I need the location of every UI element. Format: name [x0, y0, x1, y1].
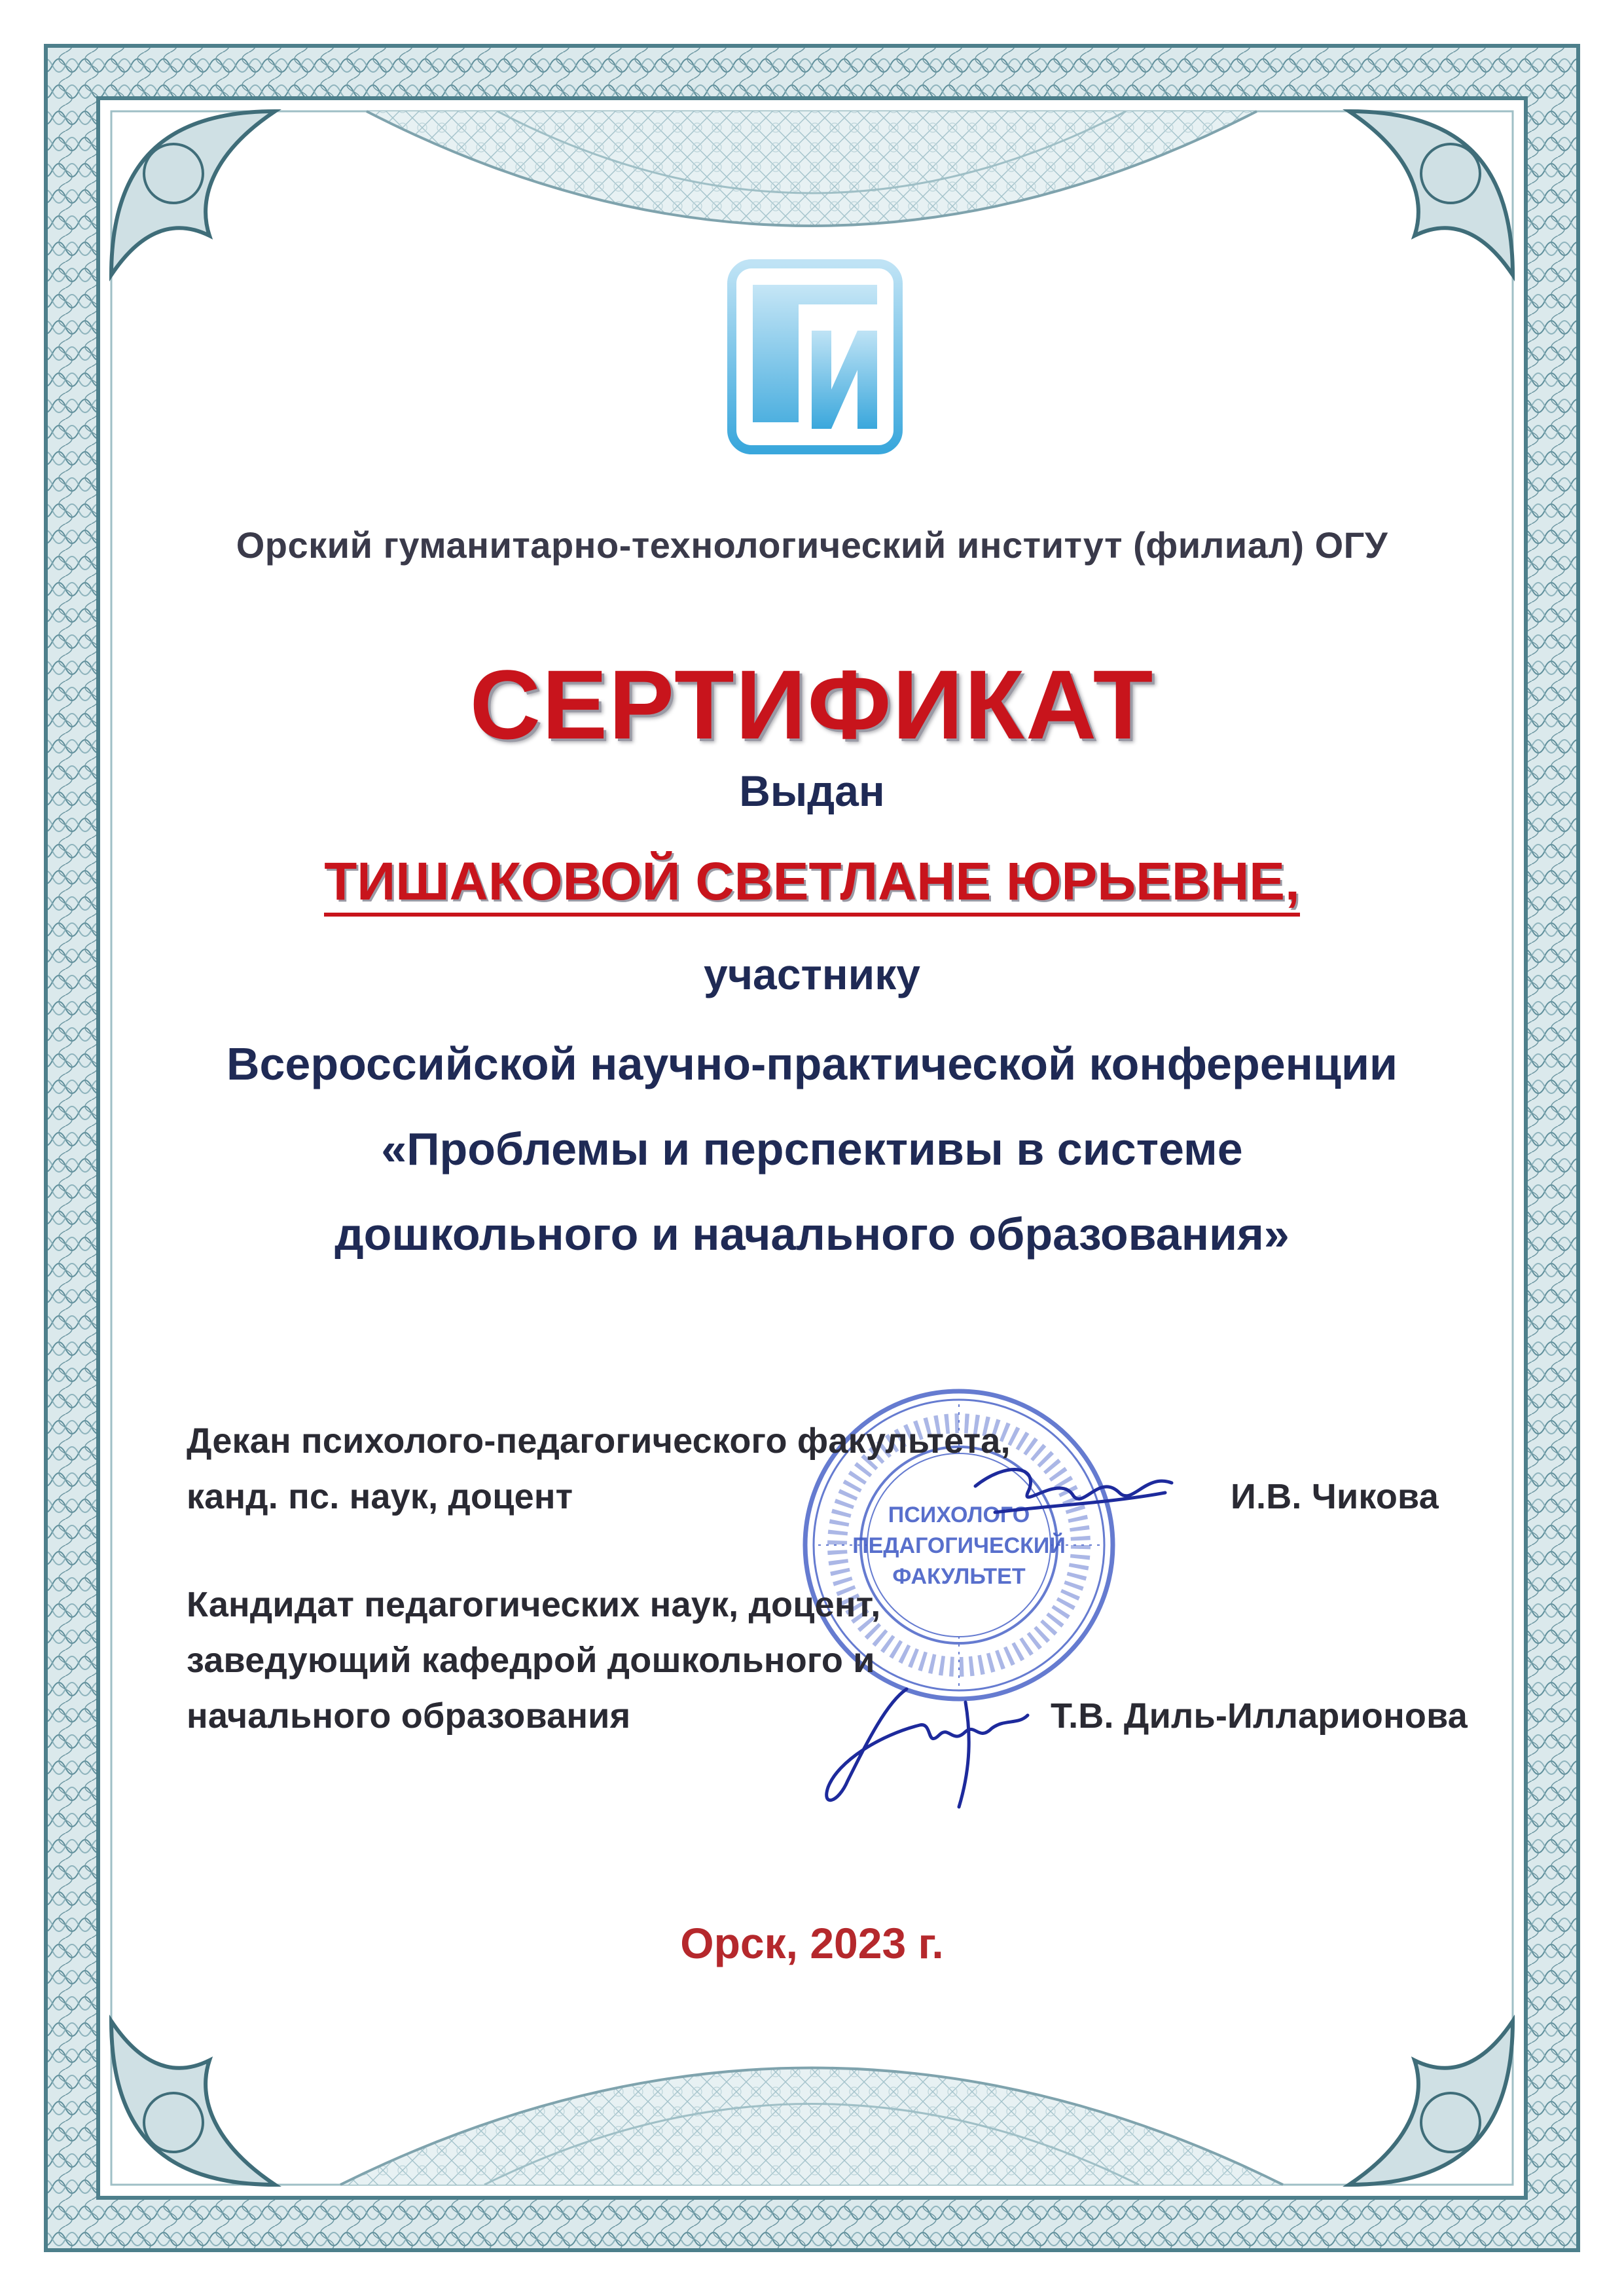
- signatory-1-title-line-1: Декан психолого-педагогического факультета,: [187, 1421, 1011, 1461]
- signatory-2-title-line-2: заведующий кафедрой дошкольного и: [187, 1641, 875, 1680]
- signatory-1-name: И.В. Чикова: [1231, 1477, 1439, 1516]
- stamp-line-1: ПСИХОЛОГО: [888, 1503, 1030, 1527]
- signatory-1-title-line-2: канд. пс. наук, доцент: [187, 1477, 573, 1516]
- signature-chikova: [969, 1447, 1178, 1552]
- institute-name: Орский гуманитарно-технологический институт (филиал) ОГУ: [236, 524, 1388, 566]
- signatory-2-title-line-3: начального образования: [187, 1696, 631, 1736]
- recipient-name-text: ТИШАКОВОЙ СВЕТЛАНЕ ЮРЬЕВНЕ,: [324, 852, 1300, 917]
- signatory-2-title-line-1: Кандидат педагогических наук, доцент,: [187, 1585, 881, 1624]
- signatory-2-name: Т.В. Диль-Илларионова: [1051, 1696, 1468, 1736]
- certificate-title: СЕРТИФИКАТ: [469, 649, 1155, 759]
- role-label: участнику: [704, 950, 920, 998]
- conference-line-1: Всероссийской научно-практической конференции: [226, 1038, 1398, 1089]
- city-year: Орск, 2023 г.: [680, 1919, 944, 1967]
- conference-line-2: «Проблемы и перспективы в системе: [381, 1123, 1243, 1175]
- institute-logo: [727, 259, 903, 455]
- issued-label: Выдан: [739, 767, 885, 815]
- recipient-name: [0, 851, 1624, 913]
- stamp-line-2: ПЕДАГОГИЧЕСКИЙ: [852, 1533, 1066, 1558]
- conference-line-3: дошкольного и начального образования»: [334, 1209, 1290, 1260]
- signature-dil-illarionova: [808, 1663, 1031, 1820]
- stamp-line-3: ФАКУЛЬТЕТ: [892, 1564, 1026, 1589]
